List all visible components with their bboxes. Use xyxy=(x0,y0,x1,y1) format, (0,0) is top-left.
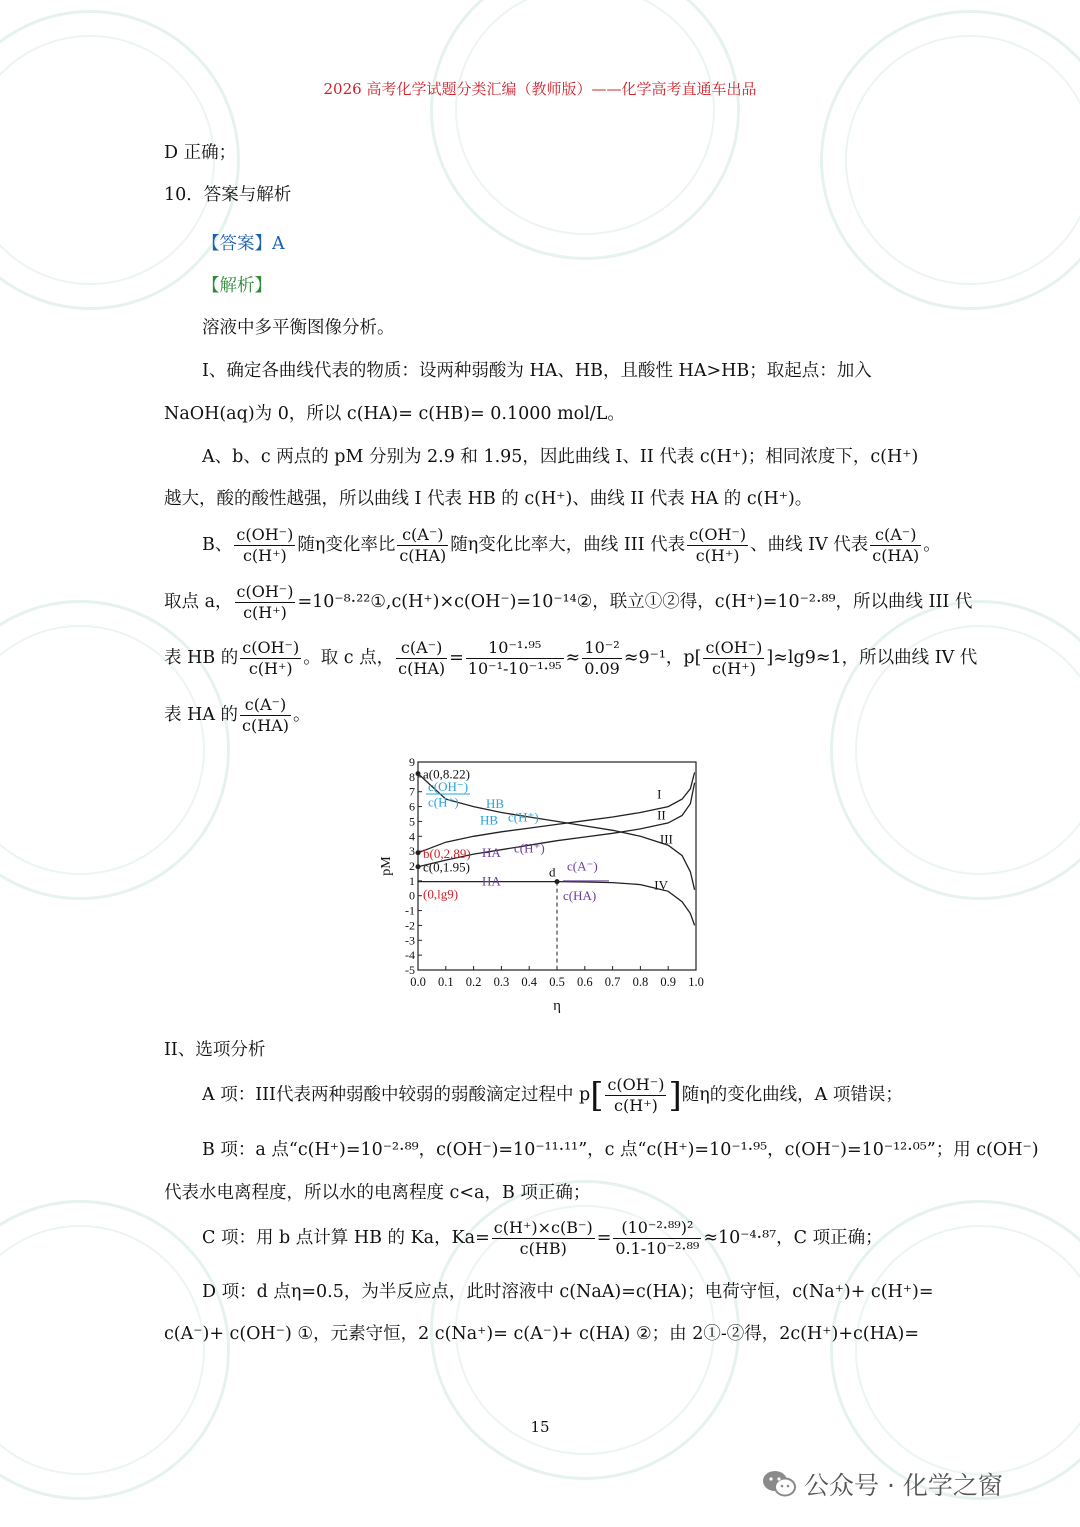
y-tick-label: 1 xyxy=(409,873,415,888)
text-span: 。 xyxy=(292,705,311,725)
fraction xyxy=(235,582,296,623)
frac-den: c(H⁺) xyxy=(248,659,293,678)
text-span: ≈9⁻¹，p[ xyxy=(623,648,702,668)
fraction xyxy=(240,695,291,736)
frac-den: 0.1-10⁻²·⁸⁹ xyxy=(615,1239,700,1258)
watermark-seal xyxy=(0,1200,230,1500)
frac-den: c(HA) xyxy=(872,546,920,565)
annotation-hcurve2: c(H⁺) xyxy=(514,840,545,856)
fraction xyxy=(613,1218,701,1259)
y-tick-label: 6 xyxy=(409,799,415,814)
text-span: 随η的变化曲线，A 项错误； xyxy=(681,1085,903,1105)
annotation-d: d xyxy=(549,864,556,880)
frac-num: (10⁻²·⁸⁹)² xyxy=(613,1218,701,1239)
x-tick-label: 0.5 xyxy=(549,975,565,989)
fraction xyxy=(492,1218,595,1259)
watermark-seal xyxy=(430,0,740,260)
fraction xyxy=(240,638,301,679)
fraction xyxy=(582,638,622,679)
point-d xyxy=(555,879,560,884)
frac-den: 0.09 xyxy=(584,659,620,678)
annotation-a: a(0,8.22) xyxy=(423,766,470,782)
curve-label: III xyxy=(659,831,673,847)
text-span: ]≈lg9≈1，所以曲线 IV 代 xyxy=(766,648,978,668)
answer-value: A xyxy=(272,234,285,254)
fraction xyxy=(397,525,448,566)
fraction xyxy=(703,638,764,679)
y-tick-label: 8 xyxy=(409,769,415,784)
annotation-a-minus: c(A⁻) xyxy=(567,858,598,874)
y-tick-label: 4 xyxy=(409,829,415,844)
frac-den: c(H⁺) xyxy=(712,659,756,678)
annotation-hcurve1: c(H⁺) xyxy=(508,809,539,825)
annotation-ha-den: c(HA) xyxy=(563,888,597,904)
frac-den: c(H⁺) xyxy=(242,546,287,565)
fraction xyxy=(687,525,748,566)
text-span: B、 xyxy=(202,535,233,555)
frac-num: 10⁻¹·⁹⁵ xyxy=(466,638,564,659)
annotation-hb2: HB xyxy=(480,812,499,828)
y-tick-label: 0 xyxy=(409,888,415,903)
text-span: 。 xyxy=(923,535,941,555)
annotation-h: c(H⁺) xyxy=(428,794,459,810)
frac-num: c(A⁻) xyxy=(396,638,447,659)
page-number: 15 xyxy=(530,1418,550,1436)
frac-den: c(HA) xyxy=(399,546,447,565)
annotation-ha1: HA xyxy=(482,845,501,861)
text-line-fractions xyxy=(164,638,977,679)
text-line: 越大，酸的酸性越强，所以曲线 I 代表 HB 的 c(H⁺)、曲线 II 代表 HA 的 c(H⁺)。 xyxy=(164,489,813,509)
frac-den: c(H⁺) xyxy=(695,546,740,565)
annotation-b: b(0,2.89) xyxy=(423,845,471,861)
answer-line xyxy=(202,232,285,256)
text-span: 随η变化比率大，曲线 III 代表 xyxy=(450,535,686,555)
y-tick-label: 7 xyxy=(409,784,415,799)
annotation-c: c(0,1.95) xyxy=(423,859,470,875)
y-tick-label: -4 xyxy=(405,948,415,963)
text-line: 代表水电离程度，所以水的电离程度 c<a，B 项正确； xyxy=(164,1183,591,1203)
frac-den: c(H⁺) xyxy=(614,1096,658,1115)
watermark-seal xyxy=(820,10,1080,310)
y-tick-label: 3 xyxy=(409,844,415,859)
annotation-hb1: HB xyxy=(486,796,505,812)
y-tick-label: 5 xyxy=(409,814,415,829)
text-line: A、b、c 两点的 pM 分别为 2.9 和 1.95，因此曲线 I、II 代表 c(H⁺)；相同浓度下，c(H⁺) xyxy=(202,447,919,467)
fraction xyxy=(605,1075,666,1116)
frac-num: c(A⁻) xyxy=(240,695,291,716)
analysis-tag-text: 【解析】 xyxy=(202,276,272,296)
frac-num: c(A⁻) xyxy=(870,525,921,546)
text-line-fractions xyxy=(202,525,941,566)
frac-num: c(H⁺)×c(B⁻) xyxy=(493,1218,593,1237)
point-a xyxy=(416,771,421,776)
text-span: A 项：III代表两种弱酸中较弱的弱酸滴定过程中 p xyxy=(202,1085,591,1105)
fraction xyxy=(870,525,921,566)
y-tick-label: 2 xyxy=(409,859,415,873)
frac-num: c(OH⁻) xyxy=(607,1075,665,1094)
text-span: 表 HB 的 xyxy=(164,648,239,668)
y-tick-label: -5 xyxy=(405,963,415,977)
annotation-oh: c(OH⁻) xyxy=(428,778,469,794)
x-tick-label: 0.3 xyxy=(493,975,510,989)
x-tick-label: 0.6 xyxy=(576,975,593,989)
x-tick-label: 0.4 xyxy=(521,975,538,989)
wechat-icon xyxy=(762,1470,796,1498)
frac-num: c(OH⁻) xyxy=(705,638,763,657)
text-line: B 项：a 点“c(H⁺)=10⁻²·⁸⁹，c(OH⁻)=10⁻¹¹·¹¹”，c 点“c(H⁺)=10⁻¹·⁹⁵，c(OH⁻)=10⁻¹²·⁰⁵”；用 c(OH⁻) xyxy=(202,1140,1039,1160)
text-span: = xyxy=(449,648,464,668)
page-header: 2026 高考化学试题分类汇编（教师版）——化学高考直通车出品 xyxy=(323,80,757,98)
frac-num: c(A⁻) xyxy=(397,525,448,546)
frac-num: c(OH⁻) xyxy=(242,638,300,657)
bracket-left: [ xyxy=(590,1075,604,1116)
text-span: 随η变化率比 xyxy=(297,535,396,555)
text-span: =10⁻⁸·²²①,c(H⁺)×c(OH⁻)=10⁻¹⁴②，联立①②得，c(H⁺)=10⁻²·⁸⁹，所以曲线 III 代 xyxy=(297,592,973,612)
text-line-fractions xyxy=(202,1075,903,1116)
y-tick-label: -2 xyxy=(405,918,415,933)
text-line: c(A⁻)+ c(OH⁻) ①，元素守恒，2 c(Na⁺)= c(A⁻)+ c(HA) ②；由 2①-②得，2c(H⁺)+c(HA)= xyxy=(164,1324,920,1344)
fraction xyxy=(466,638,564,679)
x-tick-label: 1.0 xyxy=(688,975,704,989)
x-axis-label: η xyxy=(553,998,561,1014)
answer-tag: 【答案】 xyxy=(202,234,272,254)
frac-den: 10⁻¹-10⁻¹·⁹⁵ xyxy=(467,659,562,678)
text-line-fractions xyxy=(164,695,310,736)
frac-num: c(OH⁻) xyxy=(236,582,294,601)
annotation-lg9: (0,lg9) xyxy=(423,886,459,902)
curve-label: IV xyxy=(654,877,669,893)
text-span: ≈ xyxy=(565,648,581,668)
bracket-right: ] xyxy=(668,1075,682,1116)
x-tick-label: 0.0 xyxy=(410,975,426,989)
text-span: ≈10⁻⁴·⁸⁷，C 项正确； xyxy=(703,1228,883,1248)
text-span: 。取 c 点， xyxy=(303,648,395,668)
frac-den: c(H⁺) xyxy=(243,603,287,622)
footer-text: 公众号 · 化学之窗 xyxy=(804,1471,1003,1500)
y-axis-label: pM xyxy=(379,856,394,876)
footer-brand xyxy=(762,1466,1003,1502)
pm-eta-chart xyxy=(362,748,722,1026)
frac-num: c(OH⁻) xyxy=(689,525,747,544)
text-line-fractions xyxy=(202,1218,883,1259)
text-line: II、选项分析 xyxy=(164,1040,266,1060)
analysis-tag xyxy=(202,274,272,298)
text-line: D 项：d 点η=0.5，为半反应点，此时溶液中 c(NaA)=c(HA)；电荷守恒，c(Na⁺)+ c(H⁺)= xyxy=(202,1282,934,1302)
frac-den: c(HA) xyxy=(398,659,446,678)
text-span: = xyxy=(596,1228,612,1248)
text-line: 溶液中多平衡图像分析。 xyxy=(202,318,395,338)
y-tick-label: -3 xyxy=(405,933,415,948)
question-heading: 10．答案与解析 xyxy=(164,185,292,205)
curve-label: II xyxy=(657,807,666,823)
frac-den: c(HB) xyxy=(519,1239,567,1258)
text-line-fractions xyxy=(164,582,972,623)
x-tick-label: 0.7 xyxy=(604,975,621,989)
curve-IV xyxy=(418,882,695,926)
x-tick-label: 0.8 xyxy=(632,975,649,989)
x-tick-label: 0.1 xyxy=(437,975,454,989)
frac-den: c(HA) xyxy=(242,716,289,735)
fraction xyxy=(396,638,447,679)
text-span: 取点 a， xyxy=(164,592,233,612)
point-c xyxy=(416,864,421,869)
text-line: I、确定各曲线代表的物质：设两种弱酸为 HA、HB，且酸性 HA>HB；取起点：加入 xyxy=(202,361,872,381)
fraction xyxy=(234,525,295,566)
curve-label: I xyxy=(657,786,662,802)
frac-num: 10⁻² xyxy=(582,638,622,659)
text-line: D 正确； xyxy=(164,143,237,163)
text-span: C 项：用 b 点计算 HB 的 Ka，Ka= xyxy=(202,1228,490,1248)
text-span: 表 HA 的 xyxy=(164,705,239,725)
x-tick-label: 0.9 xyxy=(660,975,677,989)
point-b xyxy=(416,850,421,855)
text-line: NaOH(aq)为 0，所以 c(HA)= c(HB)= 0.1000 mol/L。 xyxy=(164,404,625,424)
y-tick-label: -1 xyxy=(405,903,415,918)
annotation-ha2: HA xyxy=(482,873,501,889)
text-span: 、曲线 IV 代表 xyxy=(750,535,869,555)
frac-num: c(OH⁻) xyxy=(236,525,294,544)
x-tick-label: 0.2 xyxy=(465,975,482,989)
y-tick-label: 9 xyxy=(409,755,415,769)
